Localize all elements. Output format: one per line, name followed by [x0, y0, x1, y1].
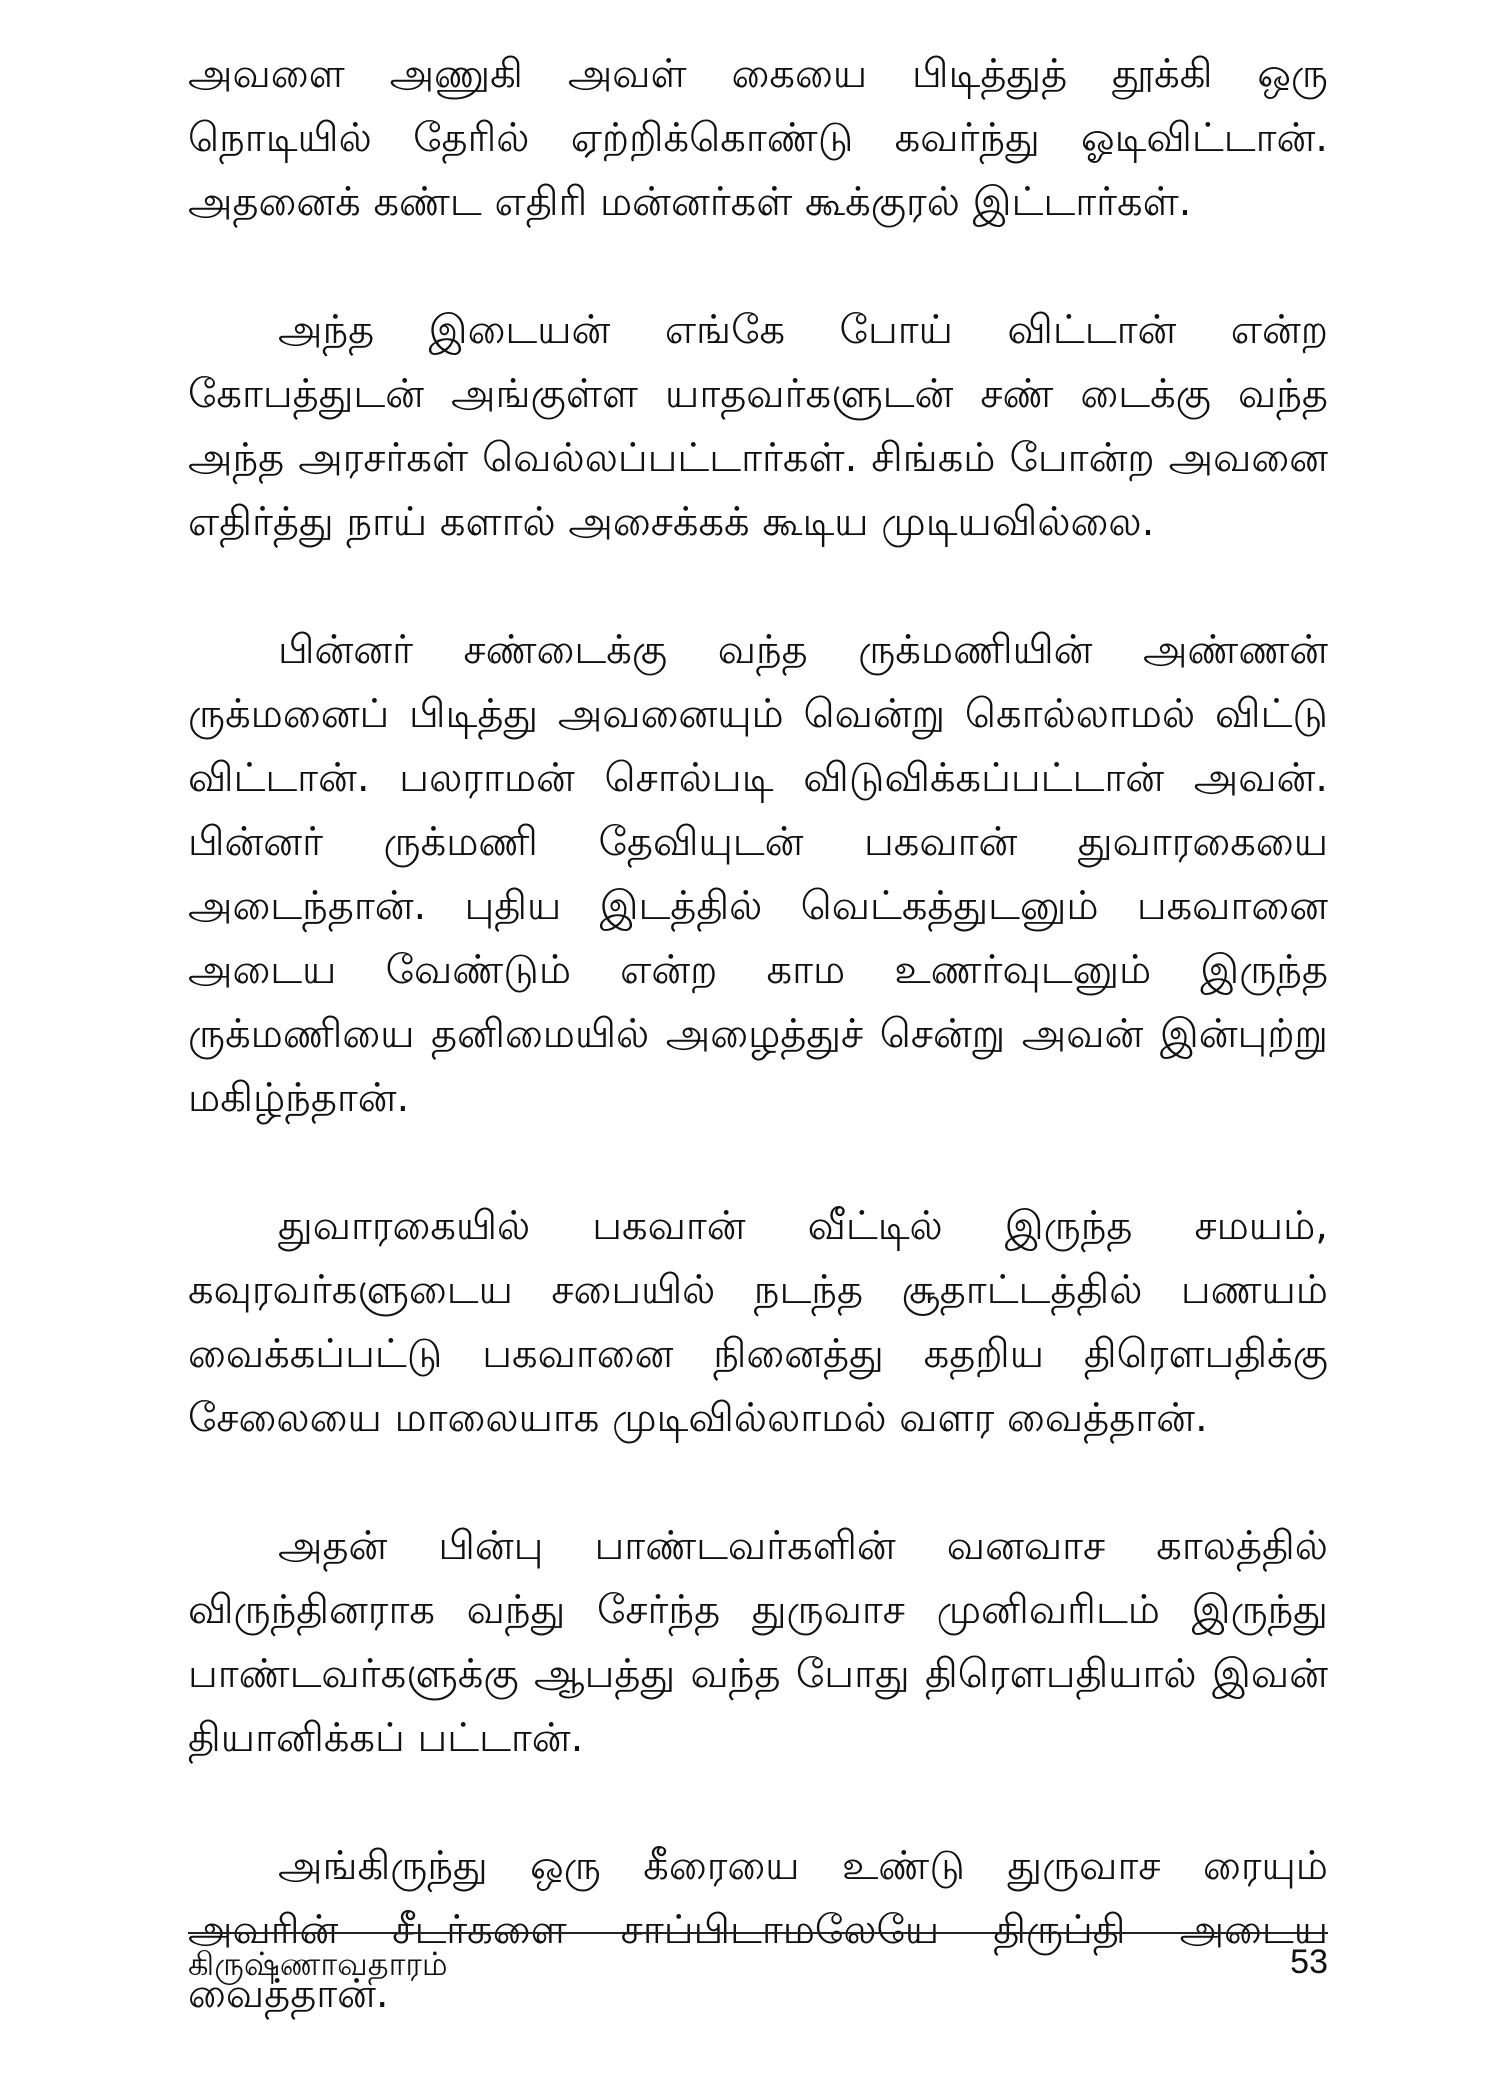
footer-book-title: கிருஷ்ணாவதாரம்	[188, 1945, 448, 1983]
paragraph-4: துவாரகையில் பகவான் வீட்டில் இருந்த சமயம், கவுரவர்களுடைய சபையில் நடந்த சூதாட்டத்தில் பணயம் வைக்கப்பட்டு பகவானை நினைத்து கதறிய திரௌபதிக்கு சேலையை மாலையாக முடிவில்லாமல் வளர வைத்தான்.	[188, 1203, 1328, 1441]
paragraph-3: பின்னர் சண்டைக்கு வந்த ருக்மணியின் அண்ணன் ருக்மனைப் பிடித்து அவனையும் வென்று கொல்லாமல் விட்டு விட்டான். பலராமன் சொல்படி விடுவிக்கப்பட்டான் அவன். பின்னர் ருக்மணி தேவியுடன் பகவான் துவாரகையை அடைந்தான். புதிய இடத்தில் வெட்கத்துடனும் பகவானை அடைய வேண்டும் என்ற காம உணர்வுடனும் இருந்த ருக்மணியை தனிமையில் அழைத்துச் சென்று அவன் இன்புற்று மகிழ்ந்தான்.	[188, 627, 1328, 1121]
paragraph-5: அதன் பின்பு பாண்டவர்களின் வனவாச காலத்தில் விருந்தினராக வந்து சேர்ந்த துருவாச முனிவரிடம் இருந்து பாண்டவர்களுக்கு ஆபத்து வந்த போது திரௌபதியால் இவன் தியானிக்கப் பட்டான்.	[188, 1523, 1328, 1761]
footer-divider	[188, 1932, 1328, 1934]
paragraph-2: அந்த இடையன் எங்கே போய் விட்டான் என்ற கோபத்துடன் அங்குள்ள யாதவர்களுடன் சண் டைக்கு வந்த அந்த அரசர்கள் வெல்லப்பட்டார்கள். சிங்கம் போன்ற அவனை எதிர்த்து நாய் களால் அசைக்கக் கூடிய முடியவில்லை.	[188, 307, 1328, 545]
paragraph-6: அங்கிருந்து ஒரு கீரையை உண்டு துருவாச ரையும் அவரின் சீடர்களை சாப்பிடாமலேயே திருப்தி அடைய வைத்தான்.	[188, 1843, 1328, 2017]
page-number: 53	[1290, 1943, 1328, 1981]
paragraph-1: அவளை அணுகி அவள் கையை பிடித்துத் தூக்கி ஒரு நொடியில் தேரில் ஏற்றிக்கொண்டு கவர்ந்து ஓடிவிட்டான். அதனைக் கண்ட எதிரி மன்னர்கள் கூக்குரல் இட்டார்கள்.	[188, 51, 1328, 225]
page-body	[188, 42, 1328, 2090]
